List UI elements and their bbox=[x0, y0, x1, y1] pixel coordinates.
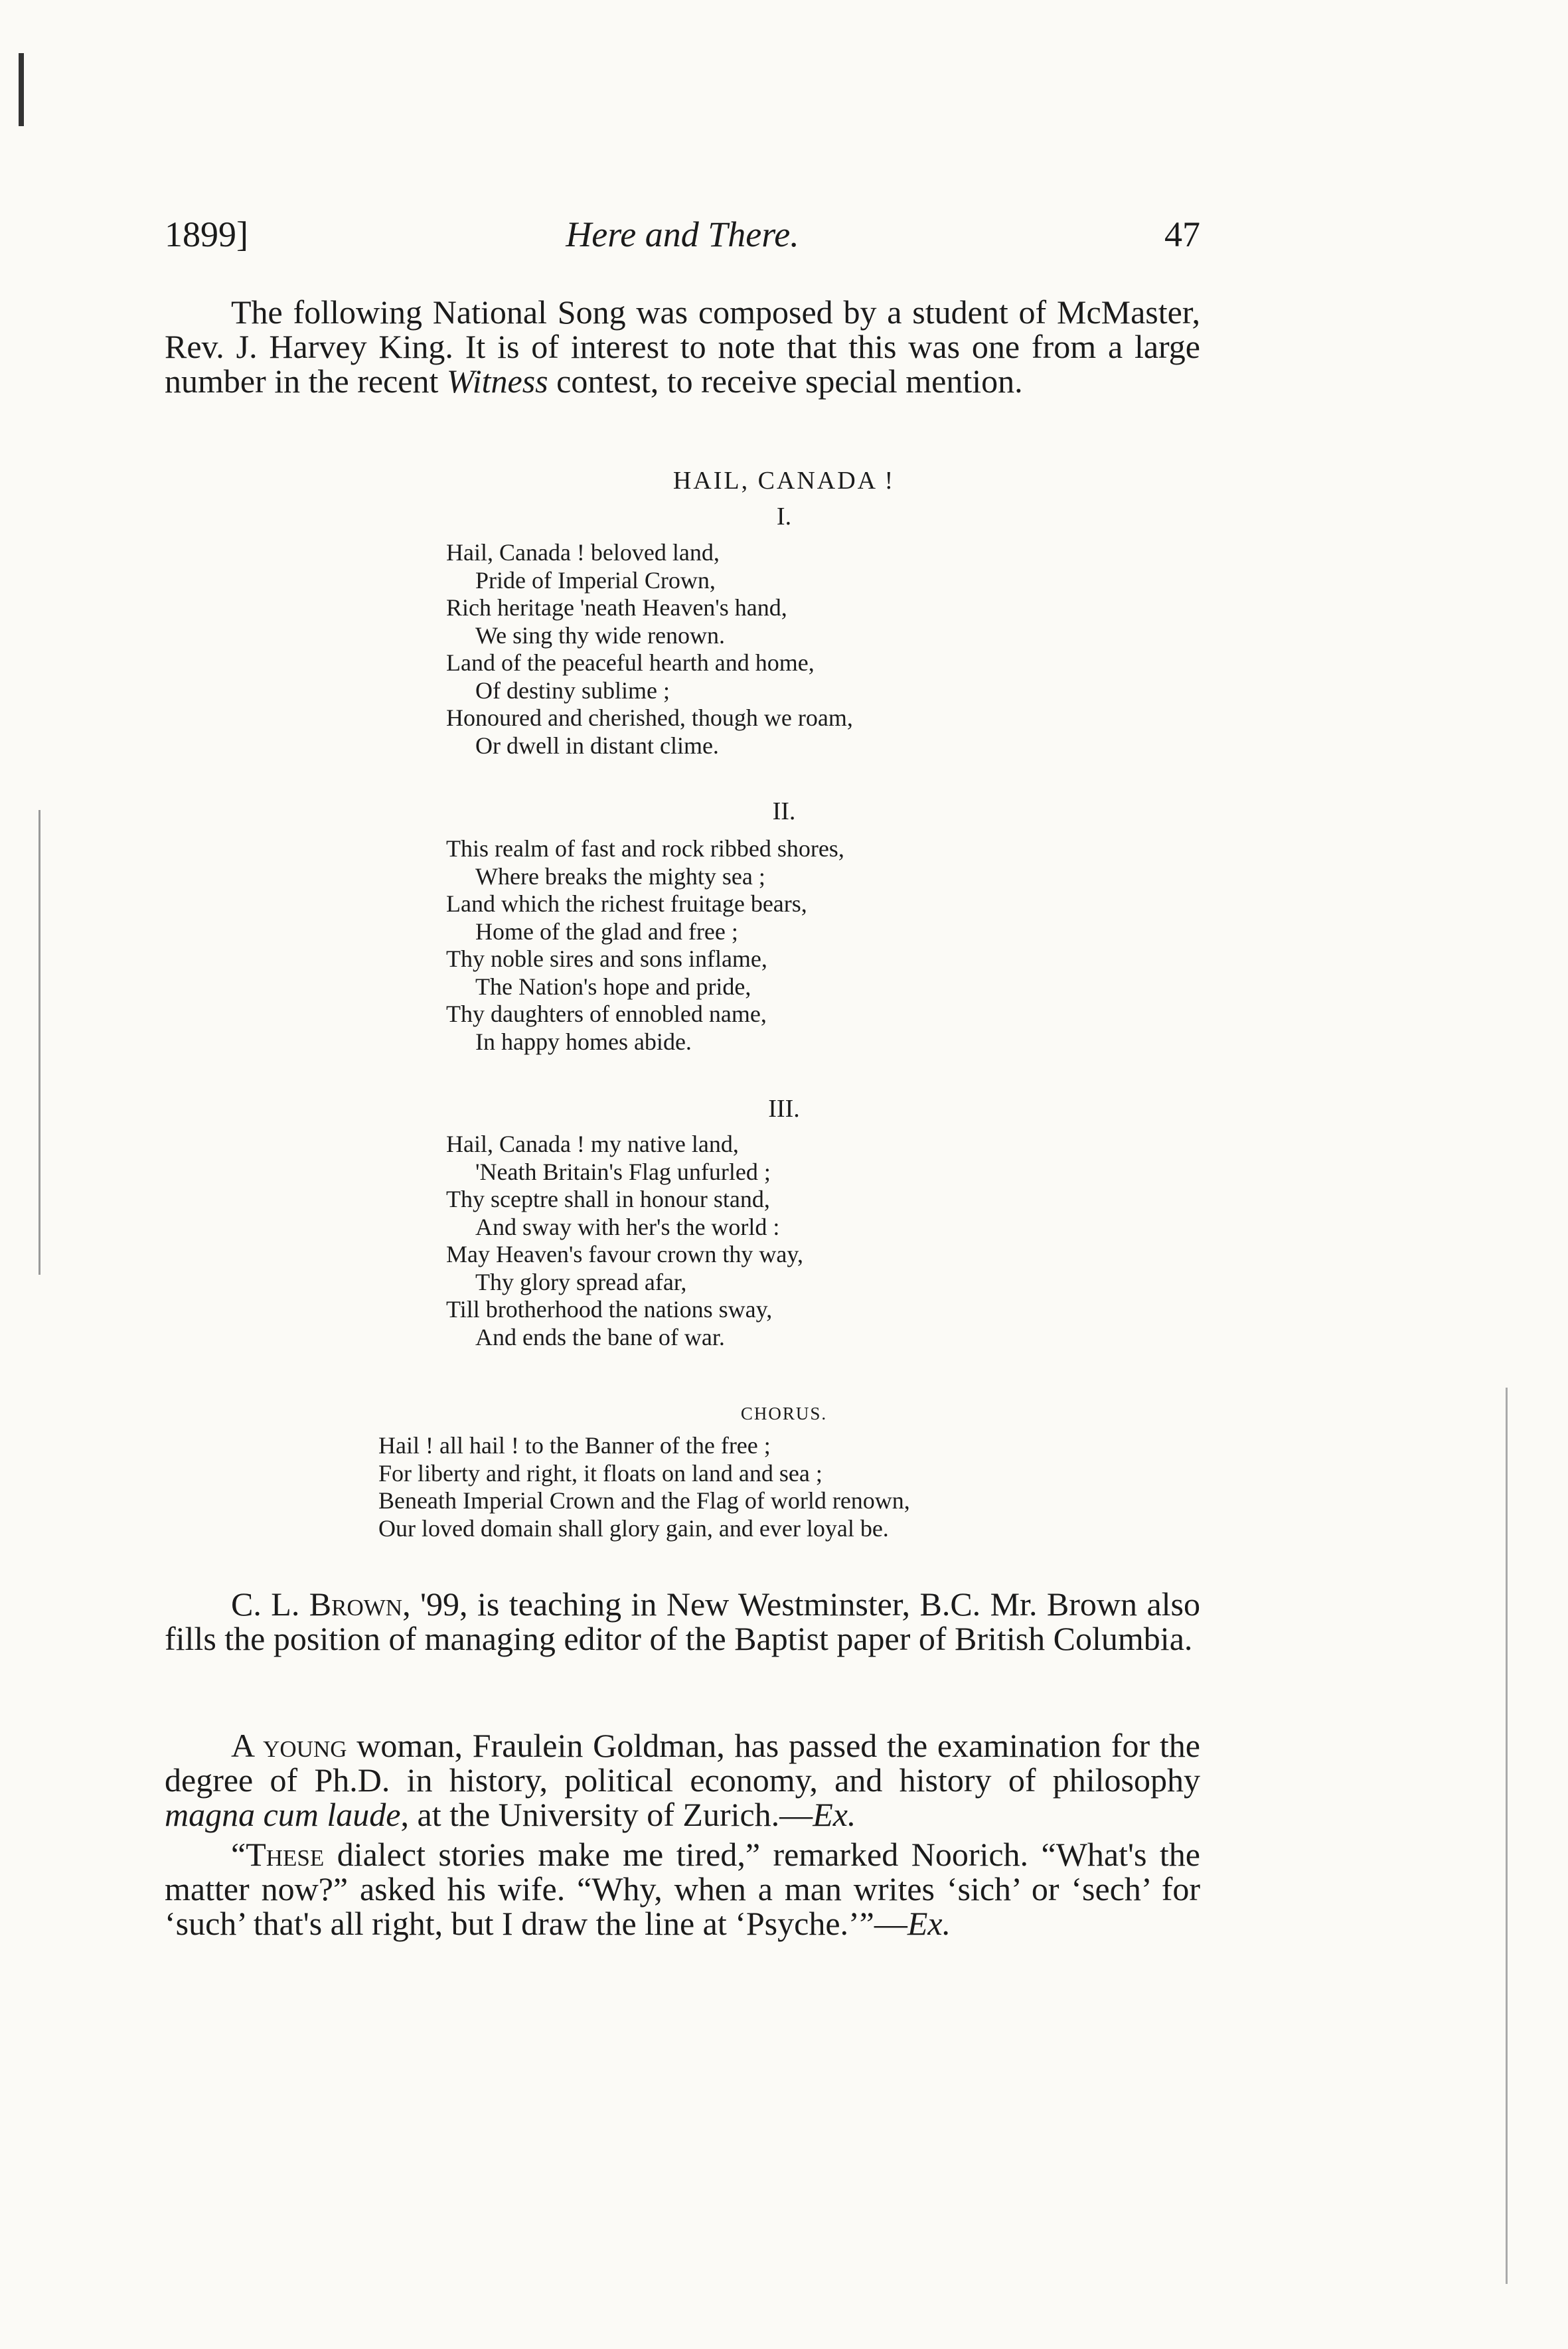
verse-line: Of destiny sublime ; bbox=[475, 677, 670, 704]
chorus-heading: CHORUS. bbox=[740, 1404, 828, 1423]
header-year: 1899] bbox=[165, 214, 248, 254]
intro-text-2: contest, to receive special mention. bbox=[548, 363, 1023, 400]
goldman-source: Ex. bbox=[813, 1796, 856, 1833]
dialect-lead: These bbox=[246, 1836, 325, 1873]
verse-line: Or dwell in distant clime. bbox=[475, 732, 719, 759]
dialect-paragraph bbox=[165, 1837, 1200, 1941]
verse-line: This realm of fast and rock ribbed shores, bbox=[446, 835, 844, 862]
verse-3-numeral: III. bbox=[768, 1095, 800, 1123]
dialect-text: dialect stories make me tired,” remarked Noorich. “What's the matter now?” asked his wife. “Why, when a man writes ‘sich’ or ‘sech’ for ‘such’ that's all right, but I draw the line at ‘Psyche.’”— bbox=[165, 1836, 1200, 1942]
dialect-source: Ex. bbox=[907, 1905, 951, 1942]
verse-line: Thy daughters of ennobled name, bbox=[446, 1001, 767, 1027]
header-title: Here and There. bbox=[566, 214, 799, 254]
verse-line: Till brotherhood the nations sway, bbox=[446, 1296, 773, 1323]
verse-line: Hail, Canada ! beloved land, bbox=[446, 539, 720, 566]
verse-1-numeral: I. bbox=[776, 503, 792, 530]
verse-2 bbox=[446, 835, 844, 1056]
scan-artifact bbox=[39, 810, 40, 1275]
goldman-text-1: woman, Fraulein Goldman, has passed the examination for the degree of Ph.D. in history, political economy, and history of philosophy bbox=[165, 1727, 1200, 1799]
verse-line: The Nation's hope and pride, bbox=[475, 973, 751, 1000]
scan-artifact bbox=[1506, 1388, 1508, 2284]
song-title: HAIL, CANADA ! bbox=[672, 467, 896, 495]
goldman-lead: A young bbox=[231, 1727, 347, 1764]
verse-1 bbox=[446, 539, 853, 760]
goldman-text-2: , at the University of Zurich.— bbox=[400, 1796, 813, 1833]
verse-line: And ends the bane of war. bbox=[475, 1323, 725, 1350]
running-header bbox=[165, 214, 1200, 260]
chorus-line: Beneath Imperial Crown and the Flag of world renown, bbox=[378, 1487, 910, 1514]
verse-line: In happy homes abide. bbox=[475, 1028, 692, 1055]
verse-line: Rich heritage 'neath Heaven's hand, bbox=[446, 594, 787, 621]
intro-text-1: The following National Song was composed by a student of McMaster, Rev. J. Harvey King. It is of interest to note that this was one from a large number in the recent bbox=[165, 293, 1200, 400]
verse-line: 'Neath Britain's Flag unfurled ; bbox=[475, 1158, 771, 1185]
verse-2-numeral: II. bbox=[772, 797, 796, 825]
intro-italic-witness: Witness bbox=[446, 363, 548, 400]
verse-line: Thy glory spread afar, bbox=[475, 1268, 687, 1295]
chorus-line: For liberty and right, it floats on land and sea ; bbox=[378, 1459, 823, 1487]
verse-line: Where breaks the mighty sea ; bbox=[475, 862, 765, 890]
chorus-line: Our loved domain shall glory gain, and ever loyal be. bbox=[378, 1514, 889, 1542]
brown-text: , '99, is teaching in New Westminster, B.C. Mr. Brown also fills the position of managing editor of the Baptist paper of British Columbia. bbox=[165, 1585, 1200, 1657]
intro-paragraph bbox=[165, 295, 1200, 398]
scan-artifact bbox=[19, 53, 24, 126]
verse-line: And sway with her's the world : bbox=[475, 1213, 780, 1240]
verse-line: Hail, Canada ! my native land, bbox=[446, 1131, 739, 1157]
goldman-paragraph bbox=[165, 1728, 1200, 1832]
verse-line: Thy sceptre shall in honour stand, bbox=[446, 1186, 770, 1212]
verse-line: Home of the glad and free ; bbox=[475, 918, 738, 945]
verse-line: Land of the peaceful hearth and home, bbox=[446, 649, 815, 676]
chorus bbox=[378, 1432, 910, 1542]
dialect-open-quote: “ bbox=[231, 1836, 246, 1873]
brown-lead: C. L. Brown bbox=[231, 1585, 403, 1623]
verse-line: Thy noble sires and sons inflame, bbox=[446, 945, 767, 972]
verse-line: Honoured and cherished, though we roam, bbox=[446, 704, 853, 731]
brown-paragraph bbox=[165, 1587, 1200, 1656]
chorus-line: Hail ! all hail ! to the Banner of the free ; bbox=[378, 1432, 771, 1459]
verse-line: Pride of Imperial Crown, bbox=[475, 566, 716, 594]
verse-line: We sing thy wide renown. bbox=[475, 621, 726, 649]
goldman-italic-latin: magna cum laude bbox=[165, 1796, 401, 1833]
verse-3 bbox=[446, 1131, 803, 1351]
verse-line: May Heaven's favour crown thy way, bbox=[446, 1241, 803, 1267]
verse-line: Land which the richest fruitage bears, bbox=[446, 890, 807, 917]
page-number: 47 bbox=[1164, 214, 1200, 254]
